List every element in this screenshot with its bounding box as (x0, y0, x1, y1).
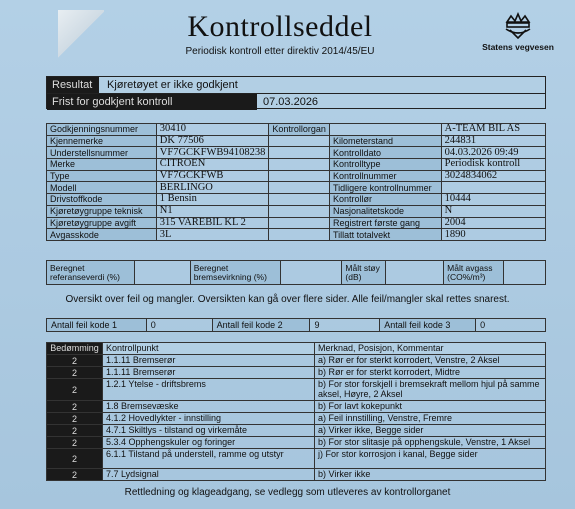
fault-point: 5.3.4 Opphengskuler og foringer (103, 437, 315, 449)
vehicle-row (47, 229, 546, 241)
fault-grade: 2 (47, 449, 103, 469)
brake-effect-cell (280, 261, 342, 285)
field-value (441, 182, 545, 194)
field-label: Merke (47, 159, 157, 171)
fault-point: 1.1.11 Bremserør (103, 355, 315, 367)
noise-cell (386, 261, 444, 285)
fault-point: 4.1.2 Hovedlykter - innstilling (103, 413, 315, 425)
statens-vegvesen-logo (478, 12, 558, 52)
spacer-cell (269, 229, 330, 241)
field-value: 1 Bensin (156, 194, 269, 206)
ref-value-cell (134, 261, 190, 285)
fault-row (47, 425, 546, 437)
code3-value: 0 (476, 319, 546, 332)
fault-row (47, 367, 546, 379)
fault-grade: 2 (47, 401, 103, 413)
field-value: 315 VAREBIL KL 2 (156, 217, 269, 229)
result-value: Kjøretøyet er ikke godkjent (107, 79, 238, 91)
field-value: N (441, 205, 545, 217)
field-label: Kilometerstand (329, 135, 441, 147)
deadline-value: 07.03.2026 (263, 96, 319, 108)
fault-remark: j) For stor korrosjon i kanal, Begge sider (315, 449, 546, 469)
field-label: Godkjenningsnummer (47, 124, 157, 136)
field-value: CITROEN (156, 159, 269, 171)
fault-remark: b) Virker ikke (315, 469, 546, 481)
vehicle-row (47, 217, 546, 229)
fault-count-table (46, 318, 546, 332)
brake-effect-label: Beregnet bremsevirkning (%) (190, 261, 280, 285)
field-label: Type (47, 170, 157, 182)
vehicle-row (47, 170, 546, 182)
fault-remark: b) For stor slitasje på opphengskule, Venstre, 1 Aksel (315, 437, 546, 449)
vehicle-row (47, 182, 546, 194)
spacer-cell (269, 182, 330, 194)
remark-header: Merknad, Posisjon, Kommentar (315, 343, 546, 355)
footer-text: Rettledning og klageadgang, se vedlegg som utleveres av kontrollorganet (124, 487, 451, 498)
field-value: 3024834062 (441, 170, 545, 182)
spacer-cell (269, 159, 330, 171)
field-value: Periodisk kontroll (441, 159, 545, 171)
exhaust-cell (504, 261, 546, 285)
field-value: 04.03.2026 09:49 (441, 147, 545, 159)
vehicle-row (47, 205, 546, 217)
faults-header-row (47, 343, 546, 355)
fault-remark: b) For lavt kokepunkt (315, 401, 546, 413)
vehicle-info-table (46, 123, 546, 241)
fault-point: 6.1.1 Tilstand på understell, ramme og utstyr (103, 449, 315, 469)
measurement-table (46, 260, 546, 285)
noise-label: Målt støy (dB) (342, 261, 386, 285)
grade-header: Bedømming (47, 343, 103, 355)
field-label: Modell (47, 182, 157, 194)
spacer-cell (269, 217, 330, 229)
spacer-cell (269, 135, 330, 147)
fault-row (47, 437, 546, 449)
crown-emblem-icon (501, 12, 535, 40)
fault-point: 1.2.1 Ytelse - driftsbrems (103, 379, 315, 401)
code3-label: Antall feil kode 3 (380, 319, 476, 332)
spacer-cell (269, 147, 330, 159)
fault-row (47, 355, 546, 367)
fault-row (47, 449, 546, 469)
vehicle-row (47, 124, 546, 136)
spacer-cell (269, 205, 330, 217)
logo-text: Statens vegvesen (482, 42, 554, 52)
vehicle-row (47, 194, 546, 206)
fault-point: 7.7 Lydsignal (103, 469, 315, 481)
code1-label: Antall feil kode 1 (47, 319, 147, 332)
fault-grade: 2 (47, 379, 103, 401)
field-label: Kontrollnummer (329, 170, 441, 182)
faults-table (46, 342, 546, 481)
fault-remark: a) Virker ikke, Begge sider (315, 425, 546, 437)
overview-text: Oversikt over feil og mangler. Oversikten kan gå over flere sider. Alle feil/mangler skal rettes snarest. (65, 294, 510, 305)
field-label: Kjøretøygruppe teknisk (47, 205, 157, 217)
spacer-cell (269, 170, 330, 182)
field-label: Nasjonalitetskode (329, 205, 441, 217)
exhaust-label: Målt avgass (CO%/m³) (444, 261, 504, 285)
fault-grade: 2 (47, 437, 103, 449)
field-value: VF7GCKFWB94108238 (156, 147, 269, 159)
vehicle-row (47, 135, 546, 147)
field-value: 1890 (441, 229, 545, 241)
field-label: Kontrolltype (329, 159, 441, 171)
document-title: Kontrollseddel (187, 10, 373, 43)
field-label: Avgasskode (47, 229, 157, 241)
field-value: DK 77506 (156, 135, 269, 147)
fault-row (47, 379, 546, 401)
result-label: Resultat (47, 77, 99, 93)
fault-grade: 2 (47, 469, 103, 481)
field-value: A-TEAM BIL AS (441, 124, 545, 136)
document-subtitle: Periodisk kontroll etter direktiv 2014/45/EU (185, 46, 375, 57)
fault-point: 1.8 Bremsevæske (103, 401, 315, 413)
fault-remark: b) Rør er for sterkt korrodert, Midtre (315, 367, 546, 379)
field-label: Tidligere kontrollnummer (329, 182, 441, 194)
vehicle-row (47, 159, 546, 171)
fault-point: 1.1.11 Bremserør (103, 367, 315, 379)
folded-corner (58, 10, 104, 60)
fault-grade: 2 (47, 367, 103, 379)
field-value: BERLINGO (156, 182, 269, 194)
field-label: Kjøretøygruppe avgift (47, 217, 157, 229)
point-header: Kontrollpunkt (103, 343, 315, 355)
field-value: N1 (156, 205, 269, 217)
result-box (46, 76, 546, 109)
field-label: Drivstoffkode (47, 194, 157, 206)
field-value: 10444 (441, 194, 545, 206)
field-label: Tillatt totalvekt (329, 229, 441, 241)
code2-label: Antall feil kode 2 (212, 319, 310, 332)
field-label: Kontrollorgan (269, 124, 330, 136)
field-value: 30410 (156, 124, 269, 136)
spacer-cell (269, 194, 330, 206)
code1-value: 0 (146, 319, 212, 332)
field-label: Registrert første gang (329, 217, 441, 229)
fault-row (47, 401, 546, 413)
field-value: 244831 (441, 135, 545, 147)
fault-grade: 2 (47, 413, 103, 425)
field-label: Kontrolldato (329, 147, 441, 159)
fault-grade: 2 (47, 355, 103, 367)
deadline-label: Frist for godkjent kontroll (47, 94, 257, 110)
fault-remark: a) Feil innstilling, Venstre, Fremre (315, 413, 546, 425)
spacer-cell (329, 124, 441, 136)
code2-value: 9 (310, 319, 380, 332)
field-value: 2004 (441, 217, 545, 229)
fault-row (47, 413, 546, 425)
fault-point: 4.7.1 Skiltlys - tilstand og virkemåte (103, 425, 315, 437)
fault-grade: 2 (47, 425, 103, 437)
field-value: VF7GCKFWB (156, 170, 269, 182)
fault-row (47, 469, 546, 481)
field-label: Kjennemerke (47, 135, 157, 147)
ref-value-label: Beregnet referanseverdi (%) (47, 261, 135, 285)
field-label: Kontrollør (329, 194, 441, 206)
fault-remark: a) Rør er for sterkt korrodert, Venstre, 2 Aksel (315, 355, 546, 367)
field-label: Understellsnummer (47, 147, 157, 159)
vehicle-row (47, 147, 546, 159)
fault-remark: b) For stor forskjell i bremsekraft mellom hjul på samme aksel, Høyre, 2 Aksel (315, 379, 546, 401)
field-value: 3L (156, 229, 269, 241)
